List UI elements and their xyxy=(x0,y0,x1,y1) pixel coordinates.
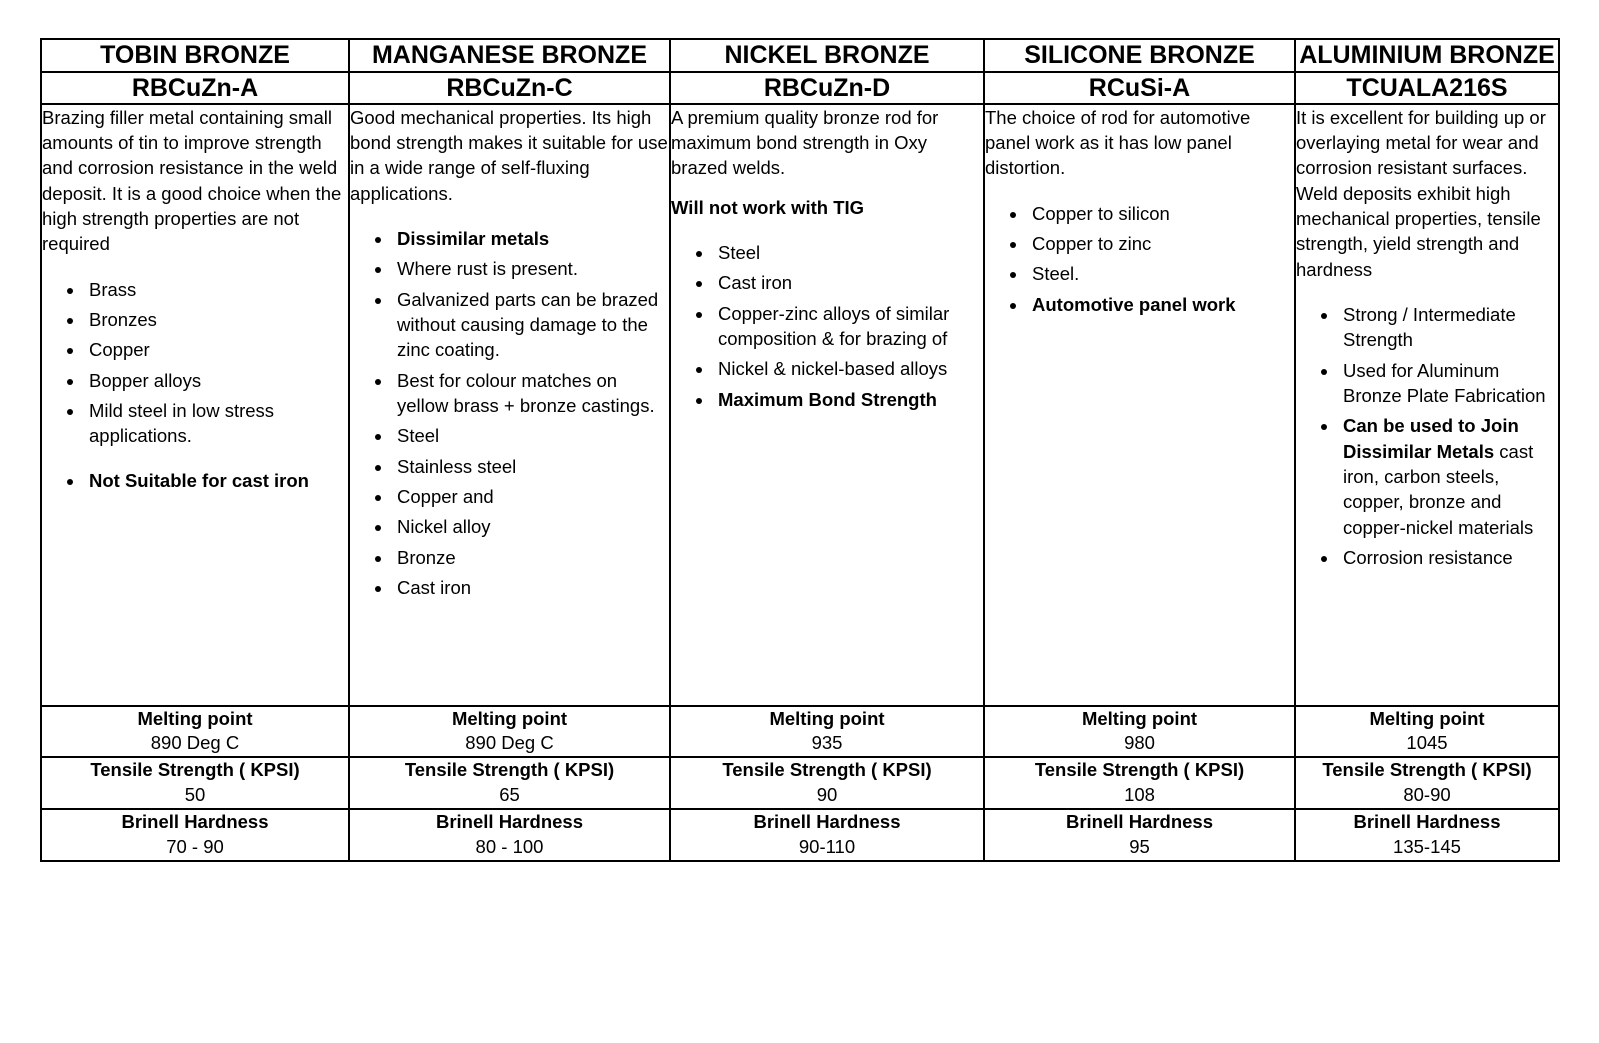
list-item: • Copper and xyxy=(393,484,669,509)
brinell-hardness-label: Brinell Hardness xyxy=(1353,811,1501,833)
melting-point-cell xyxy=(1295,706,1559,758)
melting-point-value: 890 Deg C xyxy=(465,732,554,754)
table-row-alloy-codes xyxy=(41,72,1559,104)
melting-point-value: 980 xyxy=(1124,732,1155,754)
list-item: • Bronze xyxy=(393,545,669,570)
description-paragraph: Good mechanical properties. Its high bond strength makes it suitable for use in a wide range of self-fluxing applications. xyxy=(350,106,668,204)
table-row-tensile-strength xyxy=(41,757,1559,809)
list-item: • Copper to silicon xyxy=(1028,201,1294,226)
list-item: • Automotive panel work xyxy=(1028,292,1294,317)
description-paragraph: A premium quality bronze rod for maximum bond strength in Oxy brazed welds. xyxy=(671,106,939,179)
alloy-name-cell: SILICONE BRONZE xyxy=(984,39,1295,72)
alloy-code-cell: TCUALA216S xyxy=(1295,72,1559,104)
tensile-strength-cell xyxy=(670,757,984,809)
tensile-strength-cell xyxy=(41,757,349,809)
description-paragraph: It is excellent for building up or overlaying metal for wear and corrosion resistant surfaces. Weld deposits exhibit high mechanical properties, tensile strength, yield strength and hardness xyxy=(1296,106,1546,280)
melting-point-label: Melting point xyxy=(451,707,568,729)
alloy-code-cell: RBCuZn-A xyxy=(41,72,349,104)
table-row-brinell-hardness xyxy=(41,809,1559,861)
brinell-hardness-cell xyxy=(349,809,670,861)
list-item: • Corrosion resistance xyxy=(1339,545,1558,570)
table-row-melting-point xyxy=(41,706,1559,758)
alloy-code-cell: RBCuZn-C xyxy=(349,72,670,104)
brinell-hardness-label: Brinell Hardness xyxy=(435,811,584,833)
list-item: • Stainless steel xyxy=(393,454,669,479)
list-item: • Steel. xyxy=(1028,261,1294,286)
list-item: • Cast iron xyxy=(714,270,983,295)
brinell-hardness-label: Brinell Hardness xyxy=(753,811,901,833)
brinell-hardness-value: 95 xyxy=(1129,836,1150,858)
melting-point-cell xyxy=(349,706,670,758)
tensile-strength-label: Tensile Strength ( KPSI) xyxy=(1034,759,1245,781)
melting-point-label: Melting point xyxy=(137,707,253,729)
application-list xyxy=(1296,302,1558,570)
description-paragraph: Brazing filler metal containing small amounts of tin to improve strength and corrosion resistance in the weld deposit. It is a good choice when the high strength properties are not required xyxy=(42,106,342,255)
list-item: • Cast iron xyxy=(393,575,669,600)
melting-point-cell xyxy=(41,706,349,758)
list-item: • Copper to zinc xyxy=(1028,231,1294,256)
list-item: • Nickel & nickel-based alloys xyxy=(714,356,983,381)
tensile-strength-value: 65 xyxy=(499,784,520,806)
list-item: • Galvanized parts can be brazed without causing damage to the zinc coating. xyxy=(393,287,669,363)
alloy-code-cell: RBCuZn-D xyxy=(670,72,984,104)
melting-point-label: Melting point xyxy=(1081,707,1198,729)
list-item: • Strong / Intermediate Strength xyxy=(1339,302,1558,353)
list-item: • Copper xyxy=(85,337,348,362)
alloy-description-cell xyxy=(349,104,670,706)
tensile-strength-label: Tensile Strength ( KPSI) xyxy=(1322,759,1532,781)
list-item: • Copper-zinc alloys of similar composition & for brazing of xyxy=(714,301,983,352)
tensile-strength-cell xyxy=(349,757,670,809)
tensile-strength-value: 108 xyxy=(1124,784,1155,806)
brinell-hardness-value: 90-110 xyxy=(798,836,856,858)
alloy-description-cell xyxy=(1295,104,1559,706)
application-list xyxy=(42,277,348,493)
brinell-hardness-label: Brinell Hardness xyxy=(1065,811,1214,833)
application-list xyxy=(350,226,669,600)
brinell-hardness-cell xyxy=(670,809,984,861)
tensile-strength-cell xyxy=(1295,757,1559,809)
alloy-name-cell: MANGANESE BRONZE xyxy=(349,39,670,72)
alloy-description-cell xyxy=(41,104,349,706)
tensile-strength-cell xyxy=(984,757,1295,809)
tensile-strength-value: 90 xyxy=(816,784,838,806)
brinell-hardness-value: 135-145 xyxy=(1393,836,1461,858)
list-item: • Can be used to Join Dissimilar Metals cast iron, carbon steels, copper, bronze and copper-nickel materials xyxy=(1339,413,1558,540)
brinell-hardness-value: 80 - 100 xyxy=(475,836,544,858)
list-item: • Maximum Bond Strength xyxy=(714,387,983,412)
table-row-alloy-names xyxy=(41,39,1559,72)
application-list xyxy=(985,201,1294,317)
melting-point-label: Melting point xyxy=(1369,707,1485,729)
melting-point-label: Melting point xyxy=(769,707,885,729)
list-item: • Steel xyxy=(714,240,983,265)
alloy-name-cell: ALUMINIUM BRONZE xyxy=(1295,39,1559,72)
table-row-descriptions xyxy=(41,104,1559,706)
description-note: Will not work with TIG xyxy=(671,196,865,218)
tensile-strength-value: 50 xyxy=(184,784,206,806)
brinell-hardness-cell xyxy=(41,809,349,861)
description-paragraph: The choice of rod for automotive panel work as it has low panel distortion. xyxy=(985,106,1251,179)
list-item: • Steel xyxy=(393,423,669,448)
alloy-name-cell: TOBIN BRONZE xyxy=(41,39,349,72)
alloy-description-cell xyxy=(984,104,1295,706)
bronze-comparison-table xyxy=(40,38,1560,862)
list-item: • Bopper alloys xyxy=(85,368,348,393)
list-item: • Best for colour matches on yellow brass + bronze castings. xyxy=(393,368,669,419)
alloy-description-cell xyxy=(670,104,984,706)
brinell-hardness-label: Brinell Hardness xyxy=(121,811,269,833)
application-list xyxy=(671,240,983,412)
melting-point-value: 1045 xyxy=(1406,732,1448,754)
list-item: • Bronzes xyxy=(85,307,348,332)
alloy-code-cell: RCuSi-A xyxy=(984,72,1295,104)
melting-point-value: 890 Deg C xyxy=(150,732,240,754)
tensile-strength-label: Tensile Strength ( KPSI) xyxy=(90,759,300,781)
list-item: • Where rust is present. xyxy=(393,256,669,281)
brinell-hardness-value: 70 - 90 xyxy=(166,836,224,858)
list-item: • Used for Aluminum Bronze Plate Fabrication xyxy=(1339,358,1558,409)
list-item: • Brass xyxy=(85,277,348,302)
melting-point-cell xyxy=(984,706,1295,758)
brinell-hardness-cell xyxy=(984,809,1295,861)
brinell-hardness-cell xyxy=(1295,809,1559,861)
list-item: • Not Suitable for cast iron xyxy=(85,468,348,493)
list-item: • Mild steel in low stress applications. xyxy=(85,398,348,449)
list-item: • Dissimilar metals xyxy=(393,226,669,251)
tensile-strength-label: Tensile Strength ( KPSI) xyxy=(722,759,932,781)
alloy-name-cell: NICKEL BRONZE xyxy=(670,39,984,72)
melting-point-value: 935 xyxy=(811,732,843,754)
tensile-strength-value: 80-90 xyxy=(1403,784,1451,806)
melting-point-cell xyxy=(670,706,984,758)
list-item: • Nickel alloy xyxy=(393,514,669,539)
tensile-strength-label: Tensile Strength ( KPSI) xyxy=(404,759,615,781)
